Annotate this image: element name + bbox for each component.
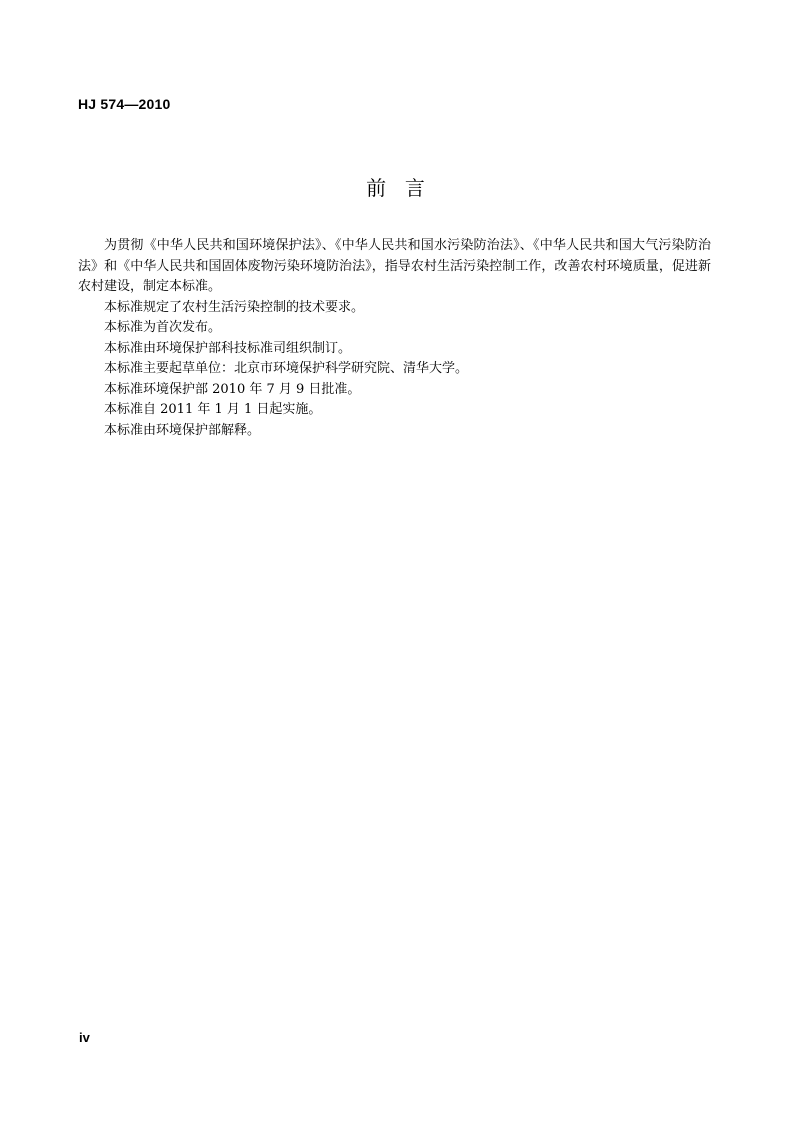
standard-code: HJ 574—2010 [78, 96, 171, 112]
paragraph-drafters: 本标准主要起草单位：北京市环境保护科学研究院、清华大学。 [104, 361, 469, 376]
paragraph-purpose: 为贯彻《中华人民共和国环境保护法》、《中华人民共和国水污染防治法》、《中华人民共和国大气污染防治法》和《中华人民共和国固体废物污染环境防治法》，指导农村生活污染控制工作，改善农村环境质量，促进新农村建设，制定本标准。 [78, 238, 711, 294]
page-number: iv [79, 1030, 90, 1045]
paragraph-first-release: 本标准为首次发布。 [104, 320, 222, 335]
paragraph-approval: 本标准环境保护部 2010 年 7 月 9 日批准。 [104, 381, 361, 397]
paragraph-interpretation: 本标准由环境保护部解释。 [104, 422, 261, 438]
foreword-body [78, 236, 711, 441]
paragraph-organizer: 本标准由环境保护部科技标准司组织制订。 [104, 340, 352, 356]
paragraph-effective-date: 本标准自 2011 年 1 月 1 日起实施。 [104, 402, 322, 417]
paragraph-scope: 本标准规定了农村生活污染控制的技术要求。 [104, 299, 365, 315]
page-title: 前 言 [366, 176, 427, 200]
